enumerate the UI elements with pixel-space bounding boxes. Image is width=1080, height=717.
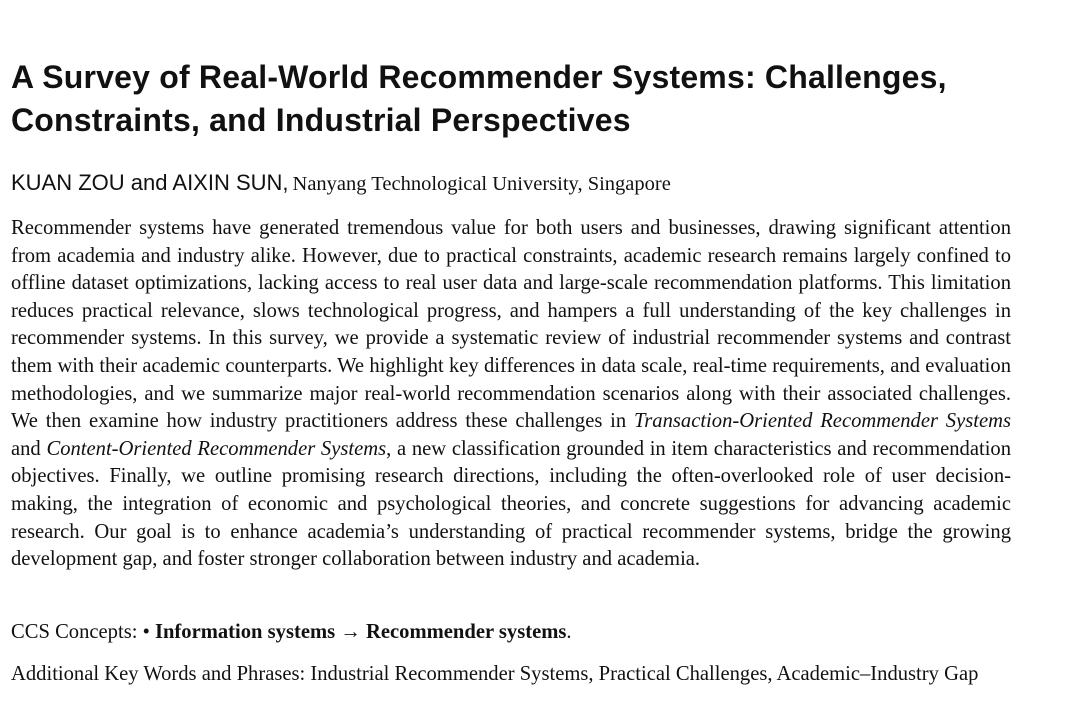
keywords-text: Industrial Recommender Systems, Practical Challenges, Academic–Industry Gap — [310, 663, 979, 685]
keywords — [11, 660, 1011, 688]
abstract-text-3: , a new classification grounded in item characteristics and recommendation objectives. Finally, we outline promising research directions, including the often-overlooked role of user decision-making, the integration of economic and psychological theories, and concrete suggestions for advancing academic research. Our goal is to enhance academia’s understanding of practical recommender systems, bridge the growing development gap, and foster stronger collaboration between industry and academia. — [11, 437, 1012, 571]
abstract-text-2: and — [11, 437, 47, 460]
abstract-term-content: Content-Oriented Recommender Systems — [46, 437, 387, 460]
ccs-concept: Information systems → Recommender systems — [154, 621, 567, 643]
abstract — [11, 215, 1011, 574]
abstract-text-1: Recommender systems have generated tremendous value for both users and businesses, drawing significant attention from academia and industry alike. However, due to practical constraints, academic research remains largely confined to offline dataset optimizations, lacking access to real user data and large-scale recommendation platforms. This limitation reduces practical relevance, slows technological progress, and hampers a full understanding of the key challenges in recommender systems. In this survey, we provide a systematic review of industrial recommender systems and contrast them with their academic counterparts. We highlight key differences in data scale, real-time requirements, and evaluation methodologies, and we summarize major real-world recommendation scenarios along with their associated challenges. We then examine how industry practitioners address these challenges in — [11, 217, 1011, 433]
paper-title: A Survey of Real-World Recommender Systems: Challenges, Constraints, and Industrial Perspectives — [11, 59, 947, 138]
abstract-term-transaction: Transaction-Oriented Recommender Systems — [633, 410, 1012, 433]
author-affiliation: Nanyang Technological University, Singapore — [292, 173, 671, 195]
keywords-label: Additional Key Words and Phrases: — [11, 663, 306, 685]
author-line — [11, 170, 1041, 196]
ccs-end: . — [566, 621, 572, 643]
author-names: KUAN ZOU and AIXIN SUN, — [11, 170, 289, 195]
ccs-label: CCS Concepts: • — [11, 621, 150, 643]
ccs-concepts — [11, 619, 1011, 647]
